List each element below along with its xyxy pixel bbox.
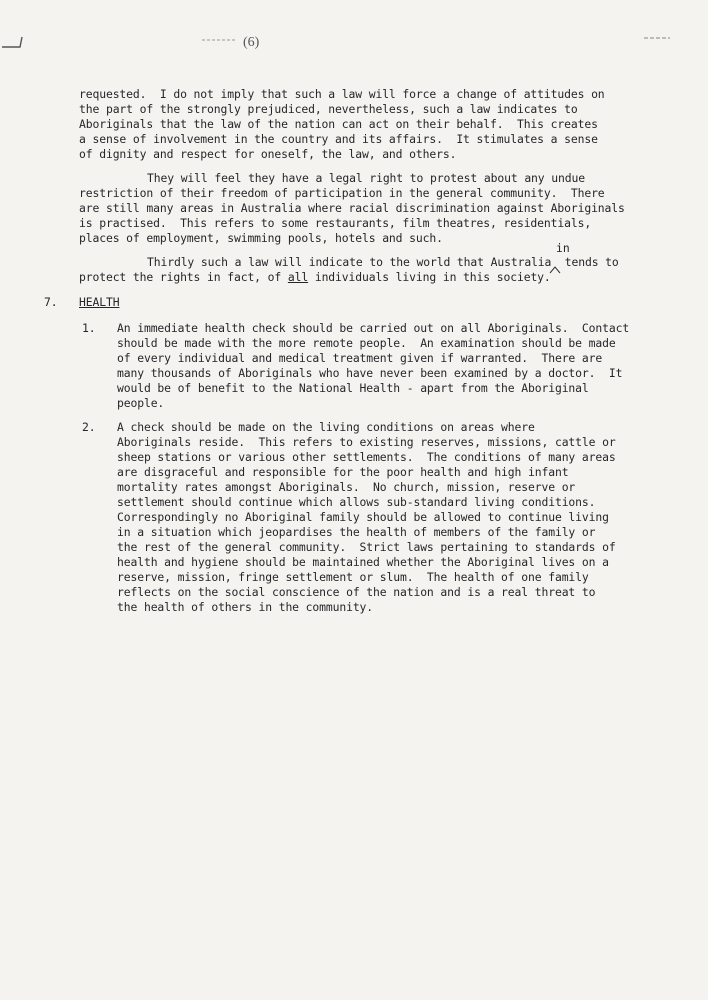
item2-line: are disgraceful and responsible for the poor health and high infant — [117, 465, 569, 479]
item2-line: the health of others in the community. — [117, 600, 374, 614]
para2-line: is practised. This refers to some restaurants, film theatres, residentials, — [79, 216, 592, 230]
para1-line: a sense of involvement in the country and its affairs. It stimulates a sense — [79, 132, 598, 146]
item2-line: in a situation which jeopardises the health of members of the family or — [117, 525, 596, 539]
para1-line: of dignity and respect for oneself, the law, and others. — [79, 147, 457, 161]
section-number: 7. — [44, 295, 58, 309]
item2-line: Aboriginals reside. This refers to existing reserves, missions, cattle or — [117, 435, 616, 449]
para3-line: protect the rights in fact, of all individuals living in this society. — [79, 270, 551, 284]
item1-line: should be made with the more remote people. An examination should be made — [117, 336, 616, 350]
item2-line: mortality rates amongst Aboriginals. No church, mission, reserve or — [117, 480, 576, 494]
section-heading: HEALTH — [79, 295, 120, 309]
scan-mark-left — [0, 25, 30, 55]
para1-line: the part of the strongly prejudiced, nevertheless, such a law indicates to — [79, 102, 578, 116]
para2-line: are still many areas in Australia where racial discrimination against Aboriginals — [79, 201, 625, 215]
page-number: (6) — [243, 35, 260, 50]
caret-mark — [549, 265, 561, 275]
scan-mark-right — [640, 30, 680, 44]
item2-line: the rest of the general community. Strict laws pertaining to standards of — [117, 540, 616, 554]
item2-line: A check should be made on the living conditions on areas where — [117, 420, 535, 434]
item2-line: settlement should continue which allows sub-standard living conditions. — [117, 495, 596, 509]
item-number: 1. — [82, 321, 96, 335]
item1-line: of every individual and medical treatment given if warranted. There are — [117, 351, 603, 365]
para2-line: places of employment, swimming pools, hotels and such. — [79, 231, 443, 245]
item-number: 2. — [82, 420, 96, 434]
para1-line: Aboriginals that the law of the nation can act on their behalf. This creates — [79, 117, 598, 131]
item2-line: health and hygiene should be maintained whether the Aboriginal lives on a — [117, 555, 609, 569]
scan-mark-top — [200, 35, 240, 45]
item1-line: An immediate health check should be carried out on all Aboriginals. Contact — [117, 321, 630, 335]
item2-line: reserve, mission, fringe settlement or slum. The health of one family — [117, 570, 589, 584]
item1-line: would be of benefit to the National Health - apart from the Aboriginal — [117, 381, 589, 395]
item2-line: sheep stations or various other settlements. The conditions of many areas — [117, 450, 616, 464]
item1-line: many thousands of Aboriginals who have never been examined by a doctor. It — [117, 366, 623, 380]
para2-line: restriction of their freedom of participation in the general community. There — [79, 186, 605, 200]
para3-line: Thirdly such a law will indicate to the world that Australia tends to — [147, 255, 619, 269]
item2-line: reflects on the social conscience of the nation and is a real threat to — [117, 585, 596, 599]
para2-line: They will feel they have a legal right to protest about any undue — [147, 171, 585, 185]
handwritten-insertion: in — [556, 241, 570, 255]
para1-line: requested. I do not imply that such a law will force a change of attitudes on — [79, 87, 605, 101]
item2-line: Correspondingly no Aboriginal family should be allowed to continue living — [117, 510, 609, 524]
item1-line: people. — [117, 396, 165, 410]
